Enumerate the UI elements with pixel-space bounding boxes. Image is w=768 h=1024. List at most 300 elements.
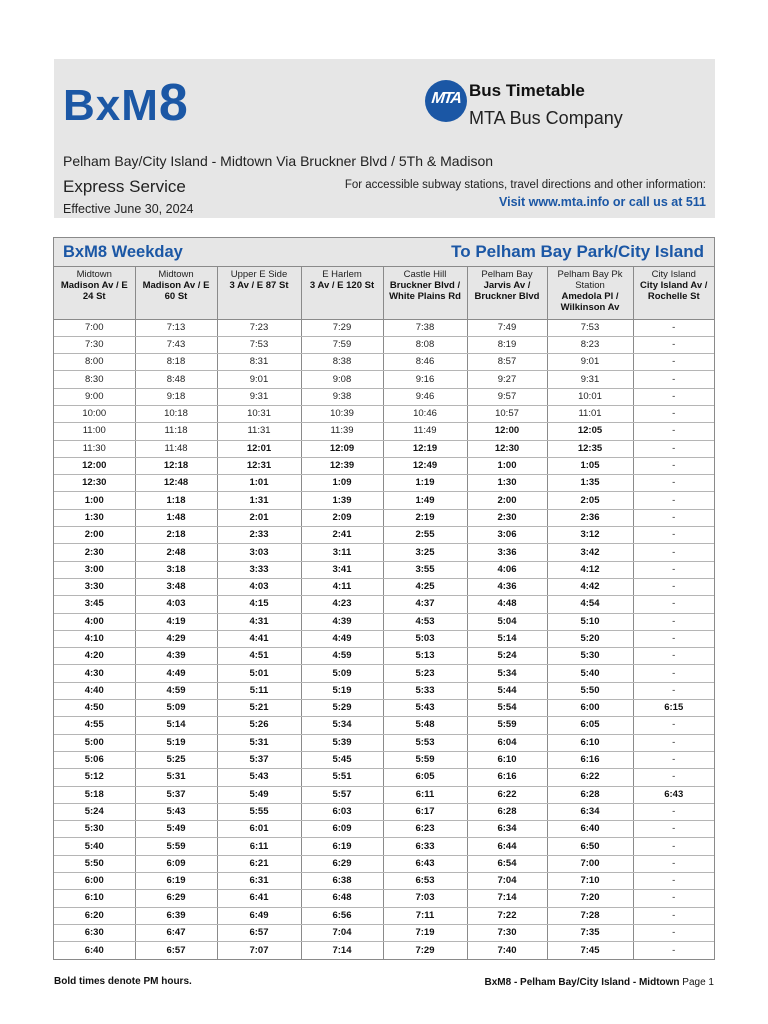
table-row bbox=[54, 354, 714, 371]
time-cell: 12:00 bbox=[54, 457, 135, 474]
table-row bbox=[54, 405, 714, 422]
table-row bbox=[54, 890, 714, 907]
route-description: Pelham Bay/City Island - Midtown Via Bruckner Blvd / 5Th & Madison bbox=[63, 153, 494, 169]
time-cell: 5:30 bbox=[54, 821, 135, 838]
time-cell: 7:35 bbox=[547, 924, 633, 941]
route-number-title bbox=[63, 74, 188, 132]
time-cell: 4:59 bbox=[135, 682, 217, 699]
time-cell: 6:10 bbox=[54, 890, 135, 907]
time-cell: 3:06 bbox=[467, 527, 547, 544]
time-cell: 9:46 bbox=[383, 388, 467, 405]
time-cell: 7:29 bbox=[383, 942, 467, 959]
time-cell: 4:10 bbox=[54, 630, 135, 647]
time-cell: 9:00 bbox=[54, 388, 135, 405]
time-cell: 6:47 bbox=[135, 924, 217, 941]
time-cell: 6:17 bbox=[383, 803, 467, 820]
time-cell: 6:34 bbox=[467, 821, 547, 838]
time-cell: 6:00 bbox=[547, 700, 633, 717]
time-cell: 3:36 bbox=[467, 544, 547, 561]
time-cell: 6:30 bbox=[54, 924, 135, 941]
time-cell: - bbox=[633, 561, 714, 578]
time-cell: 12:05 bbox=[547, 423, 633, 440]
time-cell: 5:34 bbox=[301, 717, 383, 734]
time-cell: 10:39 bbox=[301, 405, 383, 422]
time-cell: - bbox=[633, 388, 714, 405]
time-cell: 6:48 bbox=[301, 890, 383, 907]
table-row bbox=[54, 475, 714, 492]
time-cell: 6:57 bbox=[217, 924, 301, 941]
time-cell: - bbox=[633, 492, 714, 509]
column-area: Upper E Side bbox=[230, 269, 288, 280]
column-header bbox=[467, 267, 547, 319]
column-header bbox=[301, 267, 383, 319]
time-cell: 8:46 bbox=[383, 354, 467, 371]
time-cell: 3:12 bbox=[547, 527, 633, 544]
time-cell: 7:04 bbox=[467, 873, 547, 890]
time-cell: 4:11 bbox=[301, 578, 383, 595]
time-cell: 5:51 bbox=[301, 769, 383, 786]
time-cell: - bbox=[633, 440, 714, 457]
time-cell: 5:48 bbox=[383, 717, 467, 734]
table-row bbox=[54, 907, 714, 924]
time-cell: 8:19 bbox=[467, 336, 547, 353]
time-cell: 8:18 bbox=[135, 354, 217, 371]
table-row bbox=[54, 838, 714, 855]
time-cell: 6:05 bbox=[547, 717, 633, 734]
time-cell: 9:31 bbox=[217, 388, 301, 405]
column-stop: Amedola Pl / Wilkinson Av bbox=[560, 291, 620, 313]
table-row bbox=[54, 613, 714, 630]
time-cell: 11:31 bbox=[217, 423, 301, 440]
company-name: MTA Bus Company bbox=[469, 108, 623, 128]
visit-link[interactable]: Visit www.mta.info or call us at 511 bbox=[498, 195, 706, 209]
time-cell: 5:24 bbox=[467, 648, 547, 665]
time-cell: 4:40 bbox=[54, 682, 135, 699]
time-cell: 4:29 bbox=[135, 630, 217, 647]
time-cell: 2:05 bbox=[547, 492, 633, 509]
time-cell: 12:00 bbox=[467, 423, 547, 440]
schedule-direction: To Pelham Bay Park/City Island bbox=[451, 242, 704, 261]
time-cell: 12:35 bbox=[547, 440, 633, 457]
time-cell: 6:38 bbox=[301, 873, 383, 890]
table-row bbox=[54, 561, 714, 578]
time-cell: 7:43 bbox=[135, 336, 217, 353]
time-cell: 4:20 bbox=[54, 648, 135, 665]
time-cell: 5:18 bbox=[54, 786, 135, 803]
table-row bbox=[54, 527, 714, 544]
time-cell: 8:08 bbox=[383, 336, 467, 353]
table-row bbox=[54, 388, 714, 405]
time-cell: 6:29 bbox=[301, 855, 383, 872]
time-cell: 10:57 bbox=[467, 405, 547, 422]
time-cell: 6:34 bbox=[547, 803, 633, 820]
table-row bbox=[54, 924, 714, 941]
time-cell: 6:15 bbox=[633, 700, 714, 717]
column-stop: 3 Av / E 87 St bbox=[229, 280, 289, 291]
time-cell: 6:28 bbox=[467, 803, 547, 820]
time-cell: 7:59 bbox=[301, 336, 383, 353]
time-cell: 7:40 bbox=[467, 942, 547, 959]
time-cell: 12:39 bbox=[301, 457, 383, 474]
time-cell: 1:30 bbox=[54, 509, 135, 526]
time-cell: 6:22 bbox=[467, 786, 547, 803]
column-stop: Bruckner Blvd / White Plains Rd bbox=[389, 280, 461, 302]
time-cell: 10:46 bbox=[383, 405, 467, 422]
time-cell: 9:16 bbox=[383, 371, 467, 388]
column-stop: 3 Av / E 120 St bbox=[309, 280, 375, 291]
time-cell: - bbox=[633, 821, 714, 838]
time-cell: 9:01 bbox=[547, 354, 633, 371]
time-cell: - bbox=[633, 734, 714, 751]
time-cell: 9:01 bbox=[217, 371, 301, 388]
time-cell: 1:09 bbox=[301, 475, 383, 492]
time-cell: 7:04 bbox=[301, 924, 383, 941]
time-cell: 6:28 bbox=[547, 786, 633, 803]
time-cell: 1:05 bbox=[547, 457, 633, 474]
time-cell: 7:03 bbox=[383, 890, 467, 907]
time-cell: 5:14 bbox=[467, 630, 547, 647]
time-cell: 12:49 bbox=[383, 457, 467, 474]
time-cell: 7:14 bbox=[467, 890, 547, 907]
table-row bbox=[54, 734, 714, 751]
table-row bbox=[54, 596, 714, 613]
time-cell: 6:20 bbox=[54, 907, 135, 924]
timetable bbox=[54, 267, 714, 959]
time-cell: - bbox=[633, 527, 714, 544]
time-cell: 5:09 bbox=[301, 665, 383, 682]
time-cell: 3:42 bbox=[547, 544, 633, 561]
time-cell: - bbox=[633, 682, 714, 699]
time-cell: 7:00 bbox=[547, 855, 633, 872]
time-cell: 7:14 bbox=[301, 942, 383, 959]
time-cell: 5:30 bbox=[547, 648, 633, 665]
time-cell: 5:12 bbox=[54, 769, 135, 786]
time-cell: 3:25 bbox=[383, 544, 467, 561]
column-stop: City Island Av / Rochelle St bbox=[640, 280, 708, 302]
column-stop: Madison Av / E 24 St bbox=[60, 280, 128, 302]
time-cell: - bbox=[633, 509, 714, 526]
time-cell: 2:30 bbox=[54, 544, 135, 561]
time-cell: 3:48 bbox=[135, 578, 217, 595]
time-cell: 7:45 bbox=[547, 942, 633, 959]
time-cell: 12:30 bbox=[467, 440, 547, 457]
time-cell: 4:25 bbox=[383, 578, 467, 595]
time-cell: - bbox=[633, 924, 714, 941]
time-cell: 7:53 bbox=[547, 319, 633, 336]
time-cell: 8:00 bbox=[54, 354, 135, 371]
time-cell: 5:11 bbox=[217, 682, 301, 699]
time-cell: 4:37 bbox=[383, 596, 467, 613]
time-cell: - bbox=[633, 838, 714, 855]
time-cell: 6:19 bbox=[135, 873, 217, 890]
route-prefix: BxM bbox=[63, 81, 159, 130]
time-cell: 6:19 bbox=[301, 838, 383, 855]
time-cell: 5:59 bbox=[383, 751, 467, 768]
time-cell: 12:18 bbox=[135, 457, 217, 474]
schedule-title-bar bbox=[54, 238, 714, 267]
time-cell: 6:05 bbox=[383, 769, 467, 786]
time-cell: 6:11 bbox=[217, 838, 301, 855]
time-cell: 4:39 bbox=[135, 648, 217, 665]
time-cell: - bbox=[633, 336, 714, 353]
time-cell: 6:00 bbox=[54, 873, 135, 890]
table-row bbox=[54, 371, 714, 388]
time-cell: 5:00 bbox=[54, 734, 135, 751]
table-row bbox=[54, 855, 714, 872]
time-cell: 1:39 bbox=[301, 492, 383, 509]
time-cell: 4:12 bbox=[547, 561, 633, 578]
time-cell: 2:41 bbox=[301, 527, 383, 544]
table-row bbox=[54, 665, 714, 682]
column-area: Pelham Bay Pk Station bbox=[557, 269, 623, 291]
time-cell: 4:42 bbox=[547, 578, 633, 595]
time-cell: 5:37 bbox=[217, 751, 301, 768]
time-cell: 8:38 bbox=[301, 354, 383, 371]
time-cell: 4:49 bbox=[135, 665, 217, 682]
schedule-box bbox=[53, 237, 715, 960]
time-cell: 12:01 bbox=[217, 440, 301, 457]
time-cell: 3:03 bbox=[217, 544, 301, 561]
time-cell: 4:36 bbox=[467, 578, 547, 595]
mta-logo-text: MTA bbox=[430, 90, 462, 107]
time-cell: - bbox=[633, 855, 714, 872]
table-row bbox=[54, 682, 714, 699]
time-cell: 6:01 bbox=[217, 821, 301, 838]
time-cell: 5:43 bbox=[217, 769, 301, 786]
time-cell: - bbox=[633, 769, 714, 786]
time-cell: 5:43 bbox=[135, 803, 217, 820]
time-cell: 1:48 bbox=[135, 509, 217, 526]
time-cell: 8:31 bbox=[217, 354, 301, 371]
time-cell: 5:43 bbox=[383, 700, 467, 717]
time-cell: 5:19 bbox=[135, 734, 217, 751]
time-cell: 1:18 bbox=[135, 492, 217, 509]
time-cell: 1:00 bbox=[467, 457, 547, 474]
time-cell: 5:49 bbox=[217, 786, 301, 803]
time-cell: 5:04 bbox=[467, 613, 547, 630]
time-cell: 9:18 bbox=[135, 388, 217, 405]
time-cell: 4:30 bbox=[54, 665, 135, 682]
time-cell: 6:22 bbox=[547, 769, 633, 786]
time-cell: - bbox=[633, 907, 714, 924]
time-cell: 2:33 bbox=[217, 527, 301, 544]
time-cell: 11:49 bbox=[383, 423, 467, 440]
table-row bbox=[54, 648, 714, 665]
time-cell: 3:00 bbox=[54, 561, 135, 578]
time-cell: 5:25 bbox=[135, 751, 217, 768]
time-cell: 2:00 bbox=[467, 492, 547, 509]
table-row bbox=[54, 803, 714, 820]
time-cell: 5:31 bbox=[217, 734, 301, 751]
time-cell: 6:03 bbox=[301, 803, 383, 820]
time-cell: 6:23 bbox=[383, 821, 467, 838]
time-cell: 4:23 bbox=[301, 596, 383, 613]
time-cell: 12:31 bbox=[217, 457, 301, 474]
time-cell: - bbox=[633, 544, 714, 561]
time-cell: 6:16 bbox=[547, 751, 633, 768]
time-cell: 5:40 bbox=[54, 838, 135, 855]
time-cell: 6:57 bbox=[135, 942, 217, 959]
table-row bbox=[54, 440, 714, 457]
time-cell: 5:14 bbox=[135, 717, 217, 734]
table-row bbox=[54, 509, 714, 526]
column-area: E Harlem bbox=[322, 269, 362, 280]
column-area: Midtown bbox=[76, 269, 112, 280]
column-area: City Island bbox=[651, 269, 696, 280]
schedule-title: BxM8 Weekday bbox=[63, 243, 183, 261]
time-cell: 2:00 bbox=[54, 527, 135, 544]
time-cell: 6:16 bbox=[467, 769, 547, 786]
column-area: Midtown bbox=[158, 269, 194, 280]
accessibility-note: For accessible subway stations, travel directions and other information: bbox=[344, 179, 706, 191]
time-cell: 1:00 bbox=[54, 492, 135, 509]
time-cell: 7:11 bbox=[383, 907, 467, 924]
time-cell: - bbox=[633, 890, 714, 907]
time-cell: 12:09 bbox=[301, 440, 383, 457]
time-cell: 6:40 bbox=[547, 821, 633, 838]
time-cell: 9:31 bbox=[547, 371, 633, 388]
column-header bbox=[383, 267, 467, 319]
time-cell: 6:56 bbox=[301, 907, 383, 924]
time-cell: - bbox=[633, 596, 714, 613]
time-cell: 5:59 bbox=[467, 717, 547, 734]
time-cell: 4:55 bbox=[54, 717, 135, 734]
time-cell: 5:10 bbox=[547, 613, 633, 630]
time-cell: 11:00 bbox=[54, 423, 135, 440]
time-cell: 5:54 bbox=[467, 700, 547, 717]
effective-date: Effective June 30, 2024 bbox=[63, 202, 194, 216]
time-cell: 5:55 bbox=[217, 803, 301, 820]
time-cell: 10:00 bbox=[54, 405, 135, 422]
time-cell: 1:01 bbox=[217, 475, 301, 492]
time-cell: 1:49 bbox=[383, 492, 467, 509]
time-cell: 5:34 bbox=[467, 665, 547, 682]
route-number: 8 bbox=[158, 74, 188, 132]
time-cell: 1:31 bbox=[217, 492, 301, 509]
time-cell: 7:20 bbox=[547, 890, 633, 907]
time-cell: 8:57 bbox=[467, 354, 547, 371]
time-cell: 4:03 bbox=[135, 596, 217, 613]
time-cell: 11:48 bbox=[135, 440, 217, 457]
time-cell: 5:50 bbox=[54, 855, 135, 872]
time-cell: - bbox=[633, 751, 714, 768]
time-cell: 4:03 bbox=[217, 578, 301, 595]
time-cell: 6:10 bbox=[547, 734, 633, 751]
time-cell: 6:09 bbox=[301, 821, 383, 838]
time-cell: 1:30 bbox=[467, 475, 547, 492]
time-cell: 2:36 bbox=[547, 509, 633, 526]
time-cell: 10:18 bbox=[135, 405, 217, 422]
mta-logo-icon bbox=[425, 80, 467, 122]
time-cell: - bbox=[633, 319, 714, 336]
time-cell: 6:33 bbox=[383, 838, 467, 855]
table-row bbox=[54, 786, 714, 803]
time-cell: - bbox=[633, 717, 714, 734]
timetable-header-row bbox=[54, 267, 714, 319]
time-cell: 7:19 bbox=[383, 924, 467, 941]
table-row bbox=[54, 821, 714, 838]
column-header bbox=[135, 267, 217, 319]
time-cell: 7:38 bbox=[383, 319, 467, 336]
time-cell: 4:06 bbox=[467, 561, 547, 578]
table-row bbox=[54, 942, 714, 959]
time-cell: 6:43 bbox=[383, 855, 467, 872]
time-cell: - bbox=[672, 944, 676, 956]
time-cell: 9:08 bbox=[301, 371, 383, 388]
time-cell: - bbox=[633, 613, 714, 630]
time-cell: 5:06 bbox=[54, 751, 135, 768]
time-cell: 2:55 bbox=[383, 527, 467, 544]
table-row bbox=[54, 578, 714, 595]
table-row bbox=[54, 700, 714, 717]
time-cell: 6:44 bbox=[467, 838, 547, 855]
time-cell: - bbox=[633, 578, 714, 595]
time-cell: 6:41 bbox=[217, 890, 301, 907]
time-cell: 7:28 bbox=[547, 907, 633, 924]
time-cell: 7:10 bbox=[547, 873, 633, 890]
time-cell: 6:53 bbox=[383, 873, 467, 890]
time-cell: 2:48 bbox=[135, 544, 217, 561]
time-cell: 5:50 bbox=[547, 682, 633, 699]
table-row bbox=[54, 457, 714, 474]
table-row bbox=[54, 717, 714, 734]
time-cell: 7:53 bbox=[217, 336, 301, 353]
time-cell: 5:26 bbox=[217, 717, 301, 734]
time-cell: - bbox=[633, 371, 714, 388]
table-row bbox=[54, 336, 714, 353]
time-cell: - bbox=[633, 457, 714, 474]
time-cell: 7:13 bbox=[135, 319, 217, 336]
time-cell: 1:19 bbox=[383, 475, 467, 492]
service-type: Express Service bbox=[63, 177, 186, 196]
table-row bbox=[54, 873, 714, 890]
table-row bbox=[54, 769, 714, 786]
time-cell: 3:41 bbox=[301, 561, 383, 578]
time-cell: 7:22 bbox=[467, 907, 547, 924]
time-cell: 5:37 bbox=[135, 786, 217, 803]
time-cell: 4:41 bbox=[217, 630, 301, 647]
time-cell: 9:38 bbox=[301, 388, 383, 405]
time-cell: 4:51 bbox=[217, 648, 301, 665]
time-cell: 5:31 bbox=[135, 769, 217, 786]
time-cell: 6:04 bbox=[467, 734, 547, 751]
time-cell: 6:10 bbox=[467, 751, 547, 768]
time-cell: 5:45 bbox=[301, 751, 383, 768]
time-cell: 12:30 bbox=[54, 475, 135, 492]
time-cell: 4:53 bbox=[383, 613, 467, 630]
time-cell: 5:23 bbox=[383, 665, 467, 682]
time-cell: 5:49 bbox=[135, 821, 217, 838]
time-cell: - bbox=[633, 630, 714, 647]
column-area: Pelham Bay bbox=[481, 269, 533, 280]
timetable-body bbox=[54, 319, 714, 959]
bus-timetable-label: Bus Timetable bbox=[469, 81, 585, 100]
table-row bbox=[54, 544, 714, 561]
time-cell: 5:24 bbox=[54, 803, 135, 820]
time-cell: 5:40 bbox=[547, 665, 633, 682]
time-cell: 5:21 bbox=[217, 700, 301, 717]
footer-route-label: BxM8 - Pelham Bay/City Island - Midtown bbox=[484, 977, 680, 988]
time-cell: 5:13 bbox=[383, 648, 467, 665]
table-row bbox=[54, 492, 714, 509]
time-cell: 2:18 bbox=[135, 527, 217, 544]
time-cell: 3:30 bbox=[54, 578, 135, 595]
time-cell: 5:03 bbox=[383, 630, 467, 647]
time-cell: 5:09 bbox=[135, 700, 217, 717]
time-cell: 4:19 bbox=[135, 613, 217, 630]
time-cell: 4:50 bbox=[54, 700, 135, 717]
time-cell: 6:43 bbox=[633, 786, 714, 803]
